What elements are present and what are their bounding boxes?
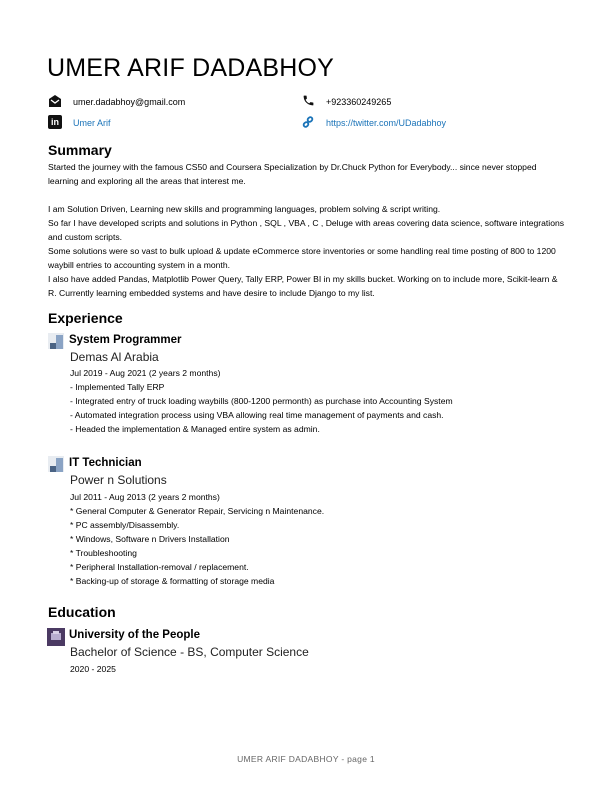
job-dates: Jul 2011 - Aug 2013 (2 years 2 months) [70,492,220,502]
candidate-name: UMER ARIF DADABHOY [47,54,334,82]
job-bullet: - Integrated entry of truck loading waybills (800-1200 permonth) as purchase into Accounting System [70,396,453,406]
job-bullet: - Headed the implementation & Managed entire system as admin. [70,424,320,434]
linkedin-icon: in [48,115,62,129]
company-name: Demas Al Arabia [70,350,159,364]
degree: Bachelor of Science - BS, Computer Science [70,645,309,659]
job-bullet: * General Computer & Generator Repair, Servicing n Maintenance. [70,506,325,516]
summary-paragraph: Some solutions were so vast to bulk upload & update eCommerce store inventories or some handling real time posting of 800 to 1200 waybill entries to accounting system in a month. [48,246,556,270]
job-bullet: - Implemented Tally ERP [70,382,165,392]
company-logo-icon [48,333,64,349]
phone-icon [302,94,315,107]
job-bullet: * Backing-up of storage & formatting of storage media [70,576,275,586]
website-link[interactable]: https://twitter.com/UDadabhoy [326,118,447,128]
link-icon [302,116,314,128]
summary-heading: Summary [48,142,112,158]
job-title: IT Technician [69,457,142,469]
job-dates: Jul 2019 - Aug 2021 (2 years 2 months) [70,368,221,378]
page-footer: UMER ARIF DADABHOY - page 1 [237,754,375,764]
company-logo-icon [48,456,64,472]
job-details [70,366,453,436]
summary-paragraph [48,188,568,202]
company-name: Power n Solutions [70,473,167,487]
email-text[interactable]: umer.dadabhoy@gmail.com [73,97,186,107]
job-bullet: * PC assembly/Disassembly. [70,520,180,530]
job-bullet: - Automated integration process using VBA allowing real time management of payments and cash. [70,410,444,420]
job-bullet: * Troubleshooting [70,548,137,558]
job-bullet: * Windows, Software n Drivers Installation [70,534,230,544]
experience-heading: Experience [48,310,123,326]
school-logo-icon [47,628,65,646]
school-name: University of the People [69,629,201,641]
summary-paragraph: I also have added Pandas, Matplotlib Power Query, Tally ERP, Power BI in my skills bucket. Working on to include more, Scikit-learn & R. Currently learning embedded systems and have desire to include Django to my list. [48,274,558,298]
summary-paragraph: Started the journey with the famous CS50 and Coursera Specialization by Dr.Chuck Python for Everybody... since never stopped learning and exploring all the areas that interest me. [48,162,537,186]
linkedin-link[interactable]: Umer Arif [73,118,111,128]
summary-paragraph: I am Solution Driven, Learning new skills and programming languages, problem solving & script writing. [48,204,441,214]
job-details [70,490,324,588]
job-title: System Programmer [69,334,182,346]
summary-paragraph: So far I have developed scripts and solutions in Python , SQL , VBA , C , Deluge with areas covering data science, software integrations and custom scripts. [48,218,565,242]
education-years: 2020 - 2025 [70,664,116,674]
summary-text [48,160,568,300]
job-bullet: * Peripheral Installation-removal / replacement. [70,562,249,572]
education-heading: Education [48,604,116,620]
phone-text[interactable]: +923360249265 [326,97,392,107]
envelope-open-icon [48,94,62,108]
